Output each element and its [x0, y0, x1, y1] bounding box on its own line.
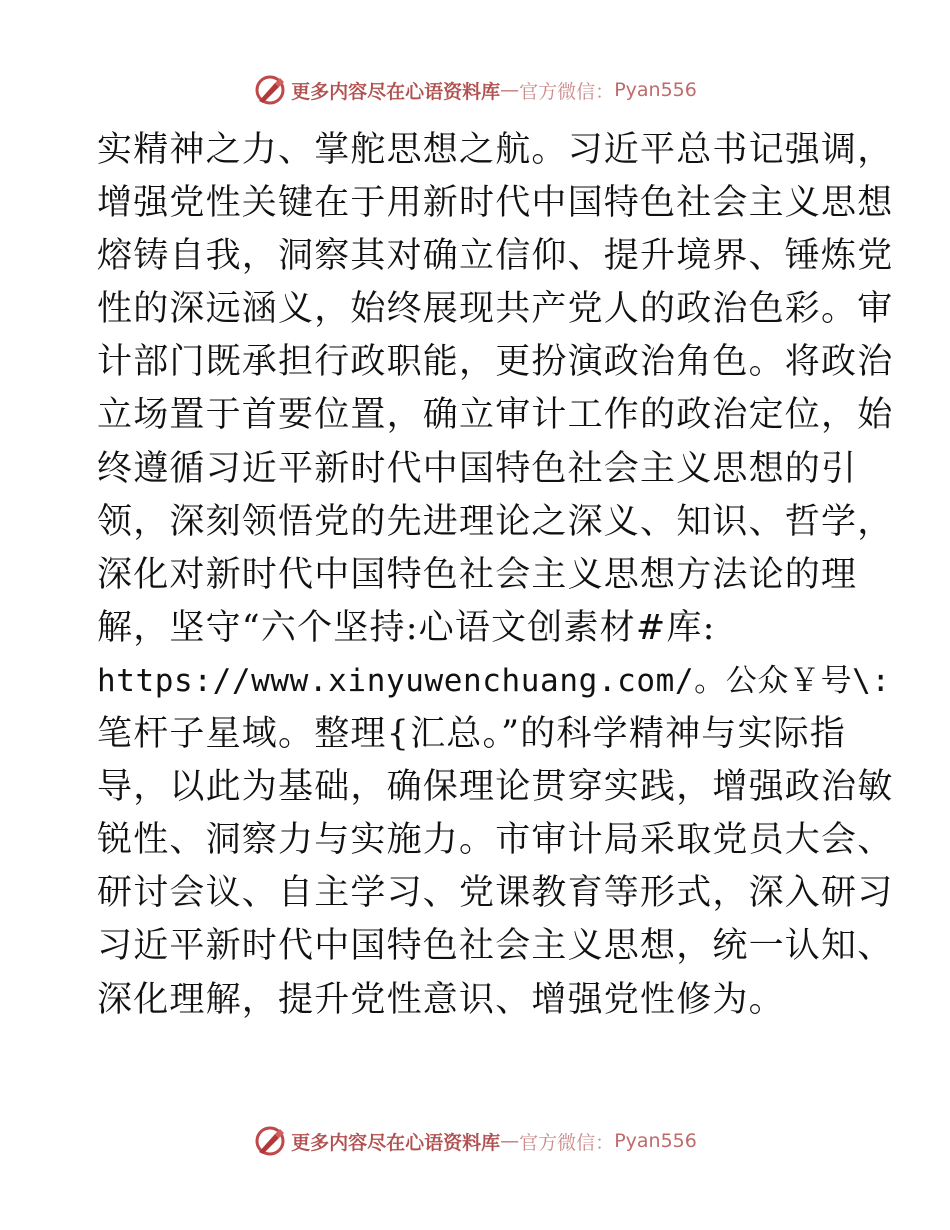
body-line: 终遵循习近平新时代中国特色社会主义思想的引 — [97, 448, 858, 489]
body-line: 增强党性关键在于用新时代中国特色社会主义思想 — [97, 183, 894, 224]
body-line: 领，深刻领悟党的先进理论之深义、知识、哲学， — [97, 501, 894, 542]
body-line: 计部门既承担行政职能，更扮演政治角色。将政治 — [97, 342, 894, 383]
body-line-url: https://www.xinyuwenchuang.com/。公众￥号\: — [97, 662, 891, 699]
body-line: 立场置于首要位置，确立审计工作的政治定位，始 — [97, 395, 894, 436]
watermark-separator: — — [500, 1130, 520, 1152]
body-line: 实精神之力、掌舵思想之航。习近平总书记强调， — [97, 130, 894, 170]
watermark-wechat-label: 官方微信： — [519, 80, 615, 103]
body-line: 导，以此为基础，确保理论贯穿实践，增强政治敏 — [97, 767, 894, 808]
body-line: 性的深远涵义，始终展现共产党人的政治色彩。审 — [97, 289, 894, 330]
pen-logo-icon — [253, 73, 287, 107]
watermark-wechat-label: 官方微信： — [519, 1131, 615, 1154]
watermark-title: 更多内容尽在心语资料库 — [291, 1131, 501, 1154]
body-line: 解，坚守“六个坚持:心语文创素材#库: — [97, 607, 716, 648]
watermark-separator: — — [500, 79, 520, 101]
article-body — [97, 124, 894, 1027]
body-line: 深化对新时代中国特色社会主义思想方法论的理 — [97, 554, 858, 595]
pen-logo-icon — [253, 1124, 287, 1158]
body-line: 习近平新时代中国特色社会主义思想，统一认知、 — [97, 926, 894, 967]
header-watermark — [0, 70, 950, 110]
body-line: 锐性、洞察力与实施力。市审计局采取党员大会、 — [97, 820, 894, 861]
body-line: 笔杆子星域。整理{汇总。”的科学精神与实际指 — [97, 714, 847, 755]
watermark-wechat-id: Pyan556 — [614, 1130, 697, 1152]
body-line: 深化理解，提升党性意识、增强党性修为。 — [97, 979, 785, 1020]
body-line: 研讨会议、自主学习、党课教育等形式，深入研习 — [97, 873, 894, 914]
watermark-title: 更多内容尽在心语资料库 — [291, 80, 501, 103]
body-line: 熔铸自我，洞察其对确立信仰、提升境界、锤炼党 — [97, 236, 894, 277]
footer-watermark — [0, 1121, 950, 1161]
watermark-wechat-id: Pyan556 — [614, 79, 697, 101]
